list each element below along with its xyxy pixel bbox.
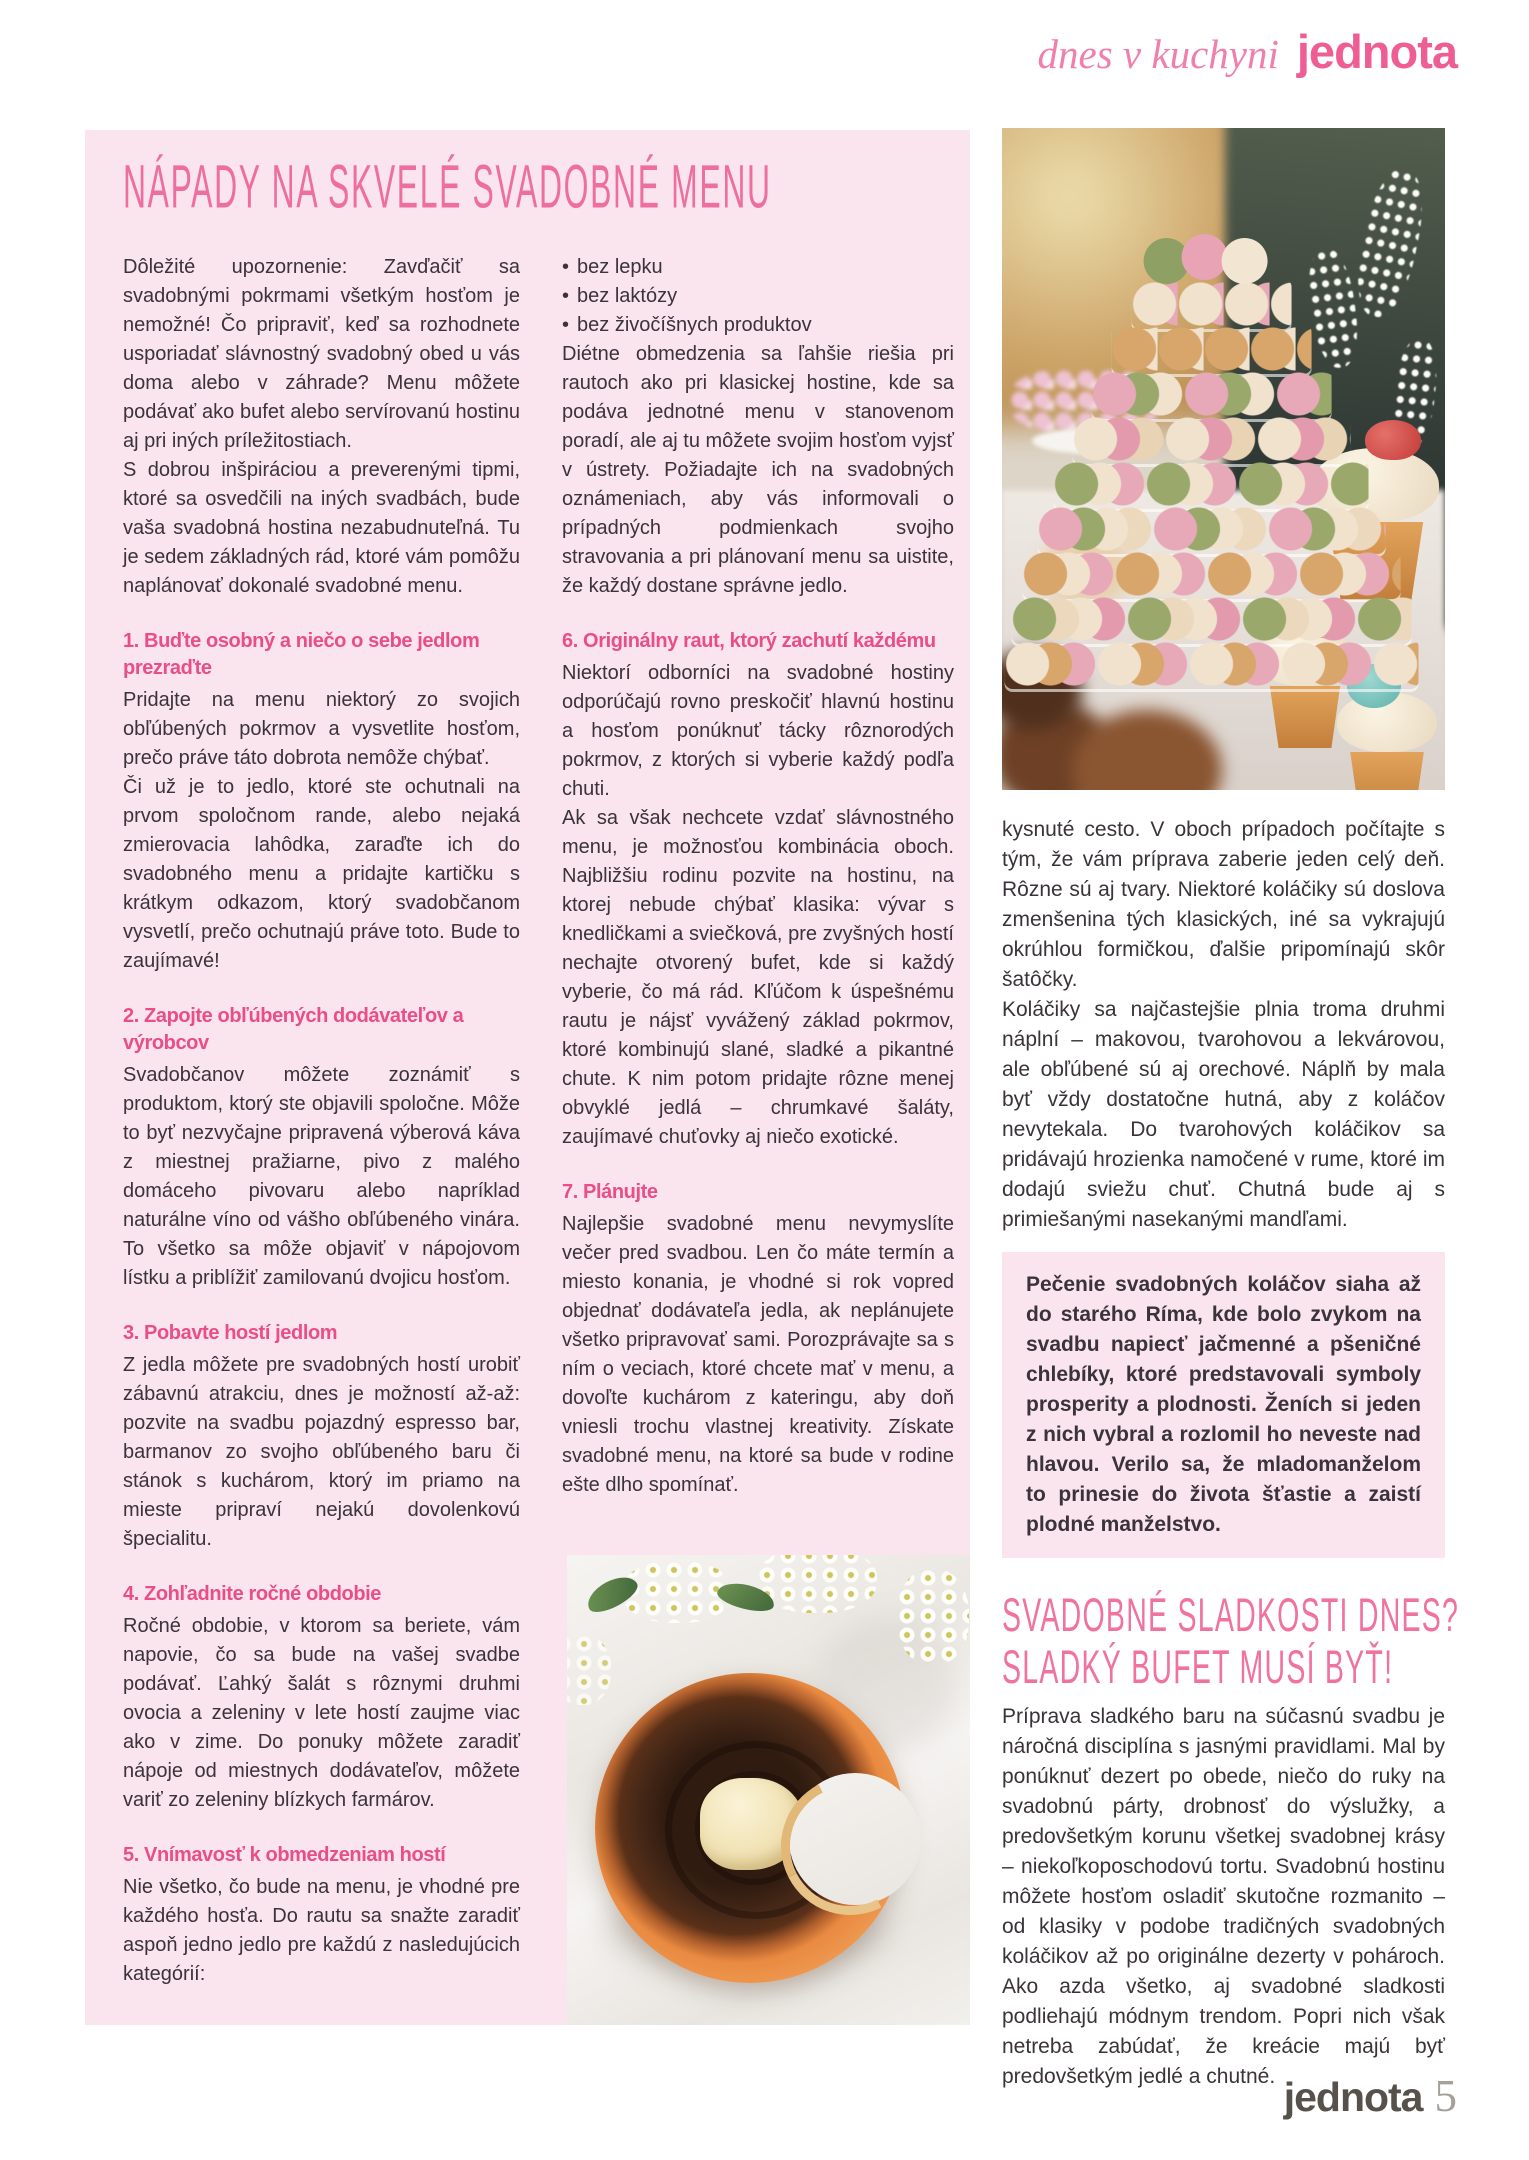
section-5: [123, 1842, 520, 1989]
list-item: [562, 253, 954, 282]
flower-cluster: [897, 1569, 969, 1665]
header-kicker: dnes v kuchyni: [1037, 31, 1279, 77]
sweets-heading: [1002, 1588, 1460, 1694]
macaron-tier: [1037, 504, 1385, 554]
body-paragraph: Ak sa však nechcete vzdať slávnostného menu, je možnosťou kombinácia oboch. Najbližšiu rodinu pozvite na hostinu, na ktorej nebude chýbať klasika: vývar s knedličkami a sviečková, pre zvyšných hostí nechajte otvorený bufet, kde si každý vyberie, čo má rád. Kľúčom k úspešnému rautu je nájsť vyvážený základ pokrmov, ktoré kombinujú slané, sladké a pikantné chute. K nim potom pridajte rôzne menej obvyklé jedlá – chrumkavé šaláty, zaujímavé chuťovky aj niečo exotické.: [562, 807, 954, 1148]
body-paragraph: Dôležité upozornenie: Zavďačiť sa svadobnými pokrmami všetkým hosťom je nemožné! Čo pripraviť, keď sa rozhodnete usporiadať slávnostný svadobný obed u vás doma alebo v záhrade? Menu môžete podávať ako bufet alebo servírovanú hostinu aj pri iných príležitostiach.: [123, 256, 520, 452]
macaron-tower-photo: [1002, 128, 1445, 790]
body-paragraph: Príprava sladkého baru na súčasnú svadbu je náročná disciplína s jasnými pravidlami. Mal by ponúknuť dezert po obede, niečo do ruky na svadobnú párty, drobnosť do výslužky, a predovšetkým korunu všetkej svadobnej krásy – niekoľkoposchodovú tortu. Svadobnú hostinu môžete hosťom osladiť skutočne rozmanito – od klasiky v podobe tradičných svadobných koláčikov až po originálne dezerty v pohároch. Ako azda všetko, aj svadobné sladkosti podliehajú módnym trendom. Popri nich však netreba zabúdať, že kreácie majú byť predovšetkým jedlé a chutné.: [1002, 1705, 1445, 2088]
body-paragraph: Z jedla môžete pre svadobných hostí urobiť zábavnú atrakciu, dnes je možností až-až: pozvite na svadbu pojazdný espresso bar, barmanov zo svojho obľúbeného baru či stánok s kuchárom, ktorý im priamo na mieste pripraví nejakú dovolenkovú špecialitu.: [123, 1354, 520, 1550]
macaron: [1221, 238, 1267, 284]
macaron-tier: [1131, 279, 1291, 329]
section-heading: 2. Zapojte obľúbených dodávateľov a výrobcov: [123, 1005, 464, 1054]
macaron-tier: [1054, 459, 1369, 509]
right-column-text: [1002, 815, 1445, 1235]
macaron-tier: [1004, 639, 1418, 689]
body-paragraph: Či už je to jedlo, ktoré ste ochutnali na prvom spoločnom rande, alebo nejaká zmierovacia lahôdka, zaraďte ich do svadobného menu a pridajte kartičku s krátkym odkazom, ktorý svadobčanom vysvetlí, prečo ochutnajú práve toto. Bude to zaujímavé!: [123, 776, 520, 972]
page-number: 5: [1434, 2071, 1457, 2121]
body-paragraph: Koláčiky sa najčastejšie plnia troma druhmi náplní – makovou, tvarohovou a lekvárovou, ale obľúbené sú aj orechové. Náplň by mala byť vždy dostatočne hutná, aby z koláčov nevytekala. Do tvarohových koláčikov sa pridávajú hrozienka namočené v rume, ktoré im dodajú sviežu chuť. Chutná bude aj s primiešanými nasekanými mandľami.: [1002, 998, 1445, 1231]
cupcake-cup: [1341, 752, 1433, 790]
body-paragraph: Diétne obmedzenia sa ľahšie riešia pri rautoch ako pri klasickej hostine, kde sa podáva jednotné menu v stanovenom poradí, ale aj tu môžete svojim hosťom vyjsť v ústrety. Požiadajte ich na svadobných oznámeniach, aby vás informovali o prípadných podmienkach svojho stravovania a pri plánovaní menu sa uistite, že každý dostane správne jedlo.: [562, 343, 954, 597]
macaron-tier: [1022, 549, 1400, 599]
history-callout: Pečenie svadobných koláčov siaha až do starého Ríma, kde bolo zvykom na svadbu napiecť jačmenné a pšeničné chlebíky, ktoré predstavovali symboly prosperity a plodnosti. Ženích si jeden z nich vybral a rozlomil ho neveste nad hlavou. Verilo sa, že mladomanželom to prinesie do života šťastie a zaistí plodné manželstvo.: [1002, 1252, 1445, 1558]
section-heading: 1. Buďte osobný a niečo o sebe jedlom prezraďte: [123, 630, 480, 679]
section-heading: 6. Originálny raut, ktorý zachutí každému: [562, 630, 936, 652]
macaron: [1181, 234, 1227, 280]
body-paragraph: kysnuté cesto. V oboch prípadoch počítajte s tým, že vám príprava zaberie jeden celý deň. Rôzne sú aj tvary. Niektoré koláčiky sú doslova zmenšenina tých klasických, iné sa vykrajujú okrúhlou formičkou, ďalšie pripomínajú skôr šatôčky.: [1002, 818, 1445, 991]
macaron-tier: [1072, 414, 1350, 464]
bullet-icon: •: [562, 314, 570, 336]
list-item-label: bez lepku: [577, 256, 663, 278]
section-heading: 7. Plánujte: [562, 1181, 658, 1203]
macaron-tier: [1091, 369, 1331, 419]
bullet-icon: •: [562, 256, 570, 278]
sweets-heading-line1: SVADOBNÉ SLADKOSTI DNES?: [1002, 1588, 1460, 1642]
body-paragraph: S dobrou inšpiráciou a preverenými tipmi, ktoré sa osvedčili na iných svadbách, bude vaša svadobná hostina nezabudnuteľná. Tu je sedem základných rád, ktoré vám pomôžu naplánovať dokonalé svadobné menu.: [123, 459, 520, 597]
list-item: [562, 282, 954, 311]
body-paragraph: Pridajte na menu niektorý zo svojich obľúbených pokrmov a vysvetlite hosťom, prečo práve táto dobrota nemôže chýbať.: [123, 689, 520, 769]
section-3: [123, 1320, 520, 1554]
macaron-tower: [1004, 236, 1418, 689]
pastry-photo: [567, 1555, 970, 2025]
bullet-icon: •: [562, 285, 570, 307]
flower-cluster: [567, 1635, 611, 1705]
section-4: [123, 1581, 520, 1815]
section-7: [562, 1179, 954, 1500]
page-footer: [1284, 2070, 1457, 2122]
right-column: [1002, 128, 1460, 2092]
body-paragraph: Najlepšie svadobné menu nevymyslíte večer pred svadbou. Len čo máte termín a miesto konania, je vhodné si rok vopred objednať dodávateľa jedla, ak neplánujete všetko pripravovať sami. Porozprávajte sa s ním o veciach, ktoré chcete mať v menu, a dovoľte kuchárom z kateringu, aby doň vniesli trochu vlastnej kreativity. Získate svadobné menu, na ktoré sa bude v rodine ešte dlho spomínať.: [562, 1213, 954, 1496]
section-heading: 5. Vnímavosť k obmedzeniam hostí: [123, 1844, 446, 1866]
bite-mark: [789, 1773, 921, 1905]
flower-cluster: [622, 1561, 732, 1623]
macaron-tier: [1111, 324, 1311, 374]
section-2: [123, 1003, 520, 1293]
section-1: [123, 628, 520, 976]
section-heading: 4. Zohľadnite ročné obdobie: [123, 1583, 382, 1605]
body-paragraph: Svadobčanov môžete zoznámiť s produktom, ktorý ste objavili spoločne. Môže to byť nezvyčajne pripravená výberová káva z miestnej pražiarne, pivo z malého domáceho pivovaru alebo napríklad naturálne víno od vášho obľúbeného vinára. To všetko sa môže objaviť v nápojovom lístku a priblížiť zamilovanú dvojicu hosťom.: [123, 1064, 520, 1289]
body-paragraph: Ročné obdobie, v ktorom sa beriete, vám napovie, čo sa bude na vašej svadbe podávať. Ľahký šalát s rôznymi druhmi ovocia a zeleniny v lete hostí zaujme viac ako v zime. Do ponuky môžete zaradiť nápoje od miestnych dodávateľov, môžete variť zo zeleniny blízkych farmárov.: [123, 1615, 520, 1811]
footer-brand-logo: jednota: [1283, 2074, 1423, 2120]
article-title: NÁPADY NA SKVELÉ SVADOBNÉ MENU: [123, 153, 772, 222]
page-header: [1038, 24, 1457, 79]
dietary-options-list: [562, 253, 954, 340]
flower-cluster: [757, 1555, 877, 1613]
tower-top-macarons: [1141, 236, 1281, 284]
feature-article-panel: [85, 130, 970, 2025]
article-column-1: [123, 253, 520, 1989]
section-heading: 3. Pobavte hostí jedlom: [123, 1322, 338, 1344]
body-paragraph: Niektorí odborníci na svadobné hostiny odporúčajú rovno preskočiť hlavnú hostinu a hosťom ponúknuť tácky rôznorodých pokrmov, z ktorých si vyberie každý podľa chuti.: [562, 662, 954, 800]
header-brand-logo: jednota: [1296, 25, 1457, 78]
list-item-label: bez živočíšnych produktov: [577, 314, 812, 336]
list-item: [562, 311, 954, 340]
macaron-tier: [1011, 594, 1411, 644]
section-6: [562, 628, 954, 1152]
body-paragraph: Nie všetko, čo bude na menu, je vhodné pre každého hosťa. Do rautu sa snažte zaradiť aspoň jedno jedlo pre každú z nasledujúcich kategórií:: [123, 1876, 520, 1985]
cupcake-cup: [1261, 686, 1349, 748]
sweets-heading-line2: SLADKÝ BUFET MUSÍ BYŤ!: [1002, 1640, 1394, 1694]
list-item-label: bez laktózy: [577, 285, 678, 307]
